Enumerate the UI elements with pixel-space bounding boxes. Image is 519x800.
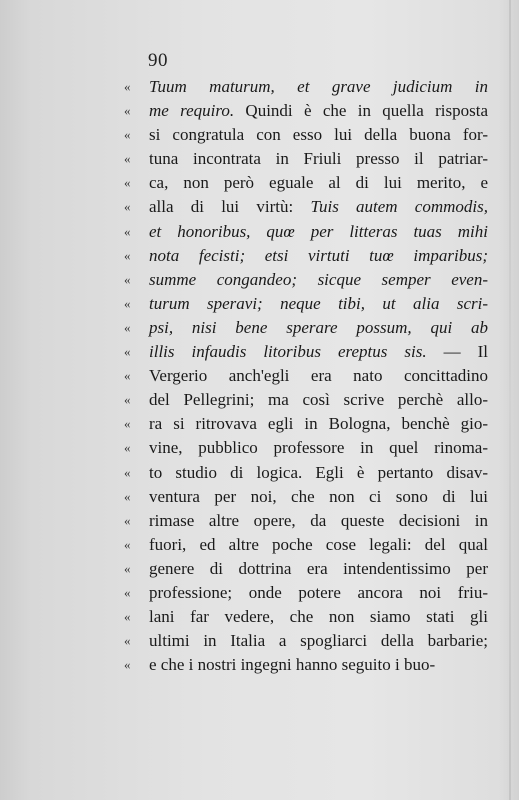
quote-mark: « bbox=[124, 127, 131, 143]
line-text bbox=[149, 485, 488, 509]
italic-latin-text: Tuum maturum, et grave judicium in bbox=[149, 77, 488, 96]
roman-text: professione; onde potere ancora noi friu- bbox=[149, 582, 488, 602]
roman-text: genere di dottrina era intendentissimo per bbox=[149, 558, 488, 578]
italic-latin-text: turum speravi; neque tibi, ut alia scri- bbox=[149, 293, 488, 313]
quote-mark: « bbox=[124, 368, 131, 384]
quote-mark: « bbox=[124, 151, 131, 167]
text-line bbox=[124, 316, 488, 340]
text-line bbox=[124, 653, 488, 677]
page-number: 90 bbox=[148, 50, 168, 71]
quote-mark: « bbox=[124, 584, 131, 600]
line-text bbox=[149, 605, 488, 629]
text-line bbox=[124, 533, 488, 557]
roman-text: e che i nostri ingegni hanno seguito i buo- bbox=[149, 655, 436, 675]
roman-text: fuori, ed altre poche cose legali: del qual bbox=[149, 534, 488, 554]
roman-text: del Pellegrini; ma così scrive perchè allo- bbox=[149, 390, 488, 410]
quote-mark: « bbox=[124, 512, 131, 528]
text-line bbox=[124, 147, 488, 171]
roman-text: vine, pubblico professore in quel rinoma- bbox=[149, 438, 488, 458]
text-line bbox=[124, 436, 488, 460]
line-text bbox=[149, 75, 488, 99]
line-text bbox=[149, 557, 488, 581]
text-line bbox=[124, 509, 488, 533]
roman-text: ca, non però eguale al di lui merito, e bbox=[149, 173, 488, 193]
roman-text: Vergerio anch'egli era nato concittadino bbox=[149, 366, 488, 386]
roman-text: Quindi è che in quella risposta bbox=[234, 101, 488, 121]
quote-mark: « bbox=[124, 103, 131, 119]
line-text bbox=[149, 171, 488, 195]
text-line bbox=[124, 629, 488, 653]
line-text bbox=[149, 340, 488, 364]
quote-mark: « bbox=[124, 344, 131, 360]
line-text bbox=[149, 99, 488, 123]
quote-mark: « bbox=[124, 560, 131, 576]
text-line bbox=[124, 340, 488, 364]
line-text bbox=[149, 629, 488, 653]
quote-mark: « bbox=[124, 392, 131, 408]
text-line bbox=[124, 557, 488, 581]
quote-mark: « bbox=[124, 633, 131, 649]
line-text bbox=[149, 653, 488, 677]
text-line bbox=[124, 99, 488, 123]
quote-mark: « bbox=[124, 271, 131, 287]
text-line bbox=[124, 171, 488, 195]
line-text bbox=[149, 533, 488, 557]
italic-latin-text: me requiro. bbox=[149, 101, 235, 121]
line-text bbox=[149, 581, 488, 605]
quote-mark: « bbox=[124, 319, 131, 335]
italic-latin-text: nota fecisti; etsi virtuti tuœ imparibus; bbox=[149, 245, 488, 265]
italic-latin-text: psi, nisi bene sperare possum, qui ab bbox=[149, 317, 488, 337]
italic-latin-text: summe congandeo; sicque semper even- bbox=[149, 269, 488, 289]
roman-text: ultimi in Italia a spogliarci della barbarie; bbox=[149, 631, 488, 651]
line-text bbox=[149, 220, 488, 244]
quote-mark: « bbox=[124, 199, 131, 215]
text-line bbox=[124, 388, 488, 412]
italic-latin-text: illis infaudis litoribus ereptus sis. bbox=[149, 342, 427, 362]
quote-mark: « bbox=[124, 488, 131, 504]
roman-text: tuna incontrata in Friuli presso il patriar- bbox=[149, 149, 488, 169]
text-line bbox=[124, 412, 488, 436]
italic-latin-text: et honoribus, quœ per litteras tuas mihi bbox=[149, 221, 488, 241]
text-line bbox=[124, 195, 488, 219]
line-text bbox=[149, 461, 488, 485]
line-text bbox=[149, 195, 488, 219]
quote-mark: « bbox=[124, 657, 131, 673]
line-text bbox=[149, 316, 488, 340]
roman-text: si congratula con esso lui della buona for- bbox=[149, 125, 488, 145]
quote-mark: « bbox=[124, 609, 131, 625]
roman-text: — Il bbox=[426, 342, 488, 362]
line-text bbox=[149, 244, 488, 268]
line-text bbox=[149, 388, 488, 412]
quote-mark: « bbox=[124, 247, 131, 263]
quote-mark: « bbox=[124, 464, 131, 480]
roman-text: rimase altre opere, da queste decisioni in bbox=[149, 510, 488, 530]
line-text bbox=[149, 123, 488, 147]
quote-mark: « bbox=[124, 440, 131, 456]
body-text bbox=[124, 75, 488, 677]
text-line bbox=[124, 605, 488, 629]
text-line bbox=[124, 123, 488, 147]
quote-mark: « bbox=[124, 295, 131, 311]
quote-mark: « bbox=[124, 536, 131, 552]
line-text bbox=[149, 147, 488, 171]
text-line bbox=[124, 485, 488, 509]
roman-text: to studio di logica. Egli è pertanto disav- bbox=[149, 462, 488, 482]
text-line bbox=[124, 461, 488, 485]
quote-mark: « bbox=[124, 223, 131, 239]
text-line bbox=[124, 75, 488, 99]
text-line bbox=[124, 581, 488, 605]
roman-text: lani far vedere, che non siamo stati gli bbox=[149, 607, 488, 627]
quote-mark: « bbox=[124, 416, 131, 432]
text-line bbox=[124, 244, 488, 268]
line-text bbox=[149, 364, 488, 388]
text-line bbox=[124, 220, 488, 244]
text-line bbox=[124, 364, 488, 388]
quote-mark: « bbox=[124, 79, 131, 94]
quote-mark: « bbox=[124, 175, 131, 191]
line-text bbox=[149, 292, 488, 316]
line-text bbox=[149, 268, 488, 292]
roman-text: ventura per noi, che non ci sono di lui bbox=[149, 486, 488, 506]
text-line bbox=[124, 268, 488, 292]
line-text bbox=[149, 436, 488, 460]
text-line bbox=[124, 292, 488, 316]
roman-text: ra si ritrovava egli in Bologna, benchè gio- bbox=[149, 414, 488, 434]
line-text bbox=[149, 509, 488, 533]
italic-latin-text: Tuis autem commodis, bbox=[310, 197, 488, 217]
roman-text: alla di lui virtù: bbox=[149, 197, 311, 217]
line-text bbox=[149, 412, 488, 436]
